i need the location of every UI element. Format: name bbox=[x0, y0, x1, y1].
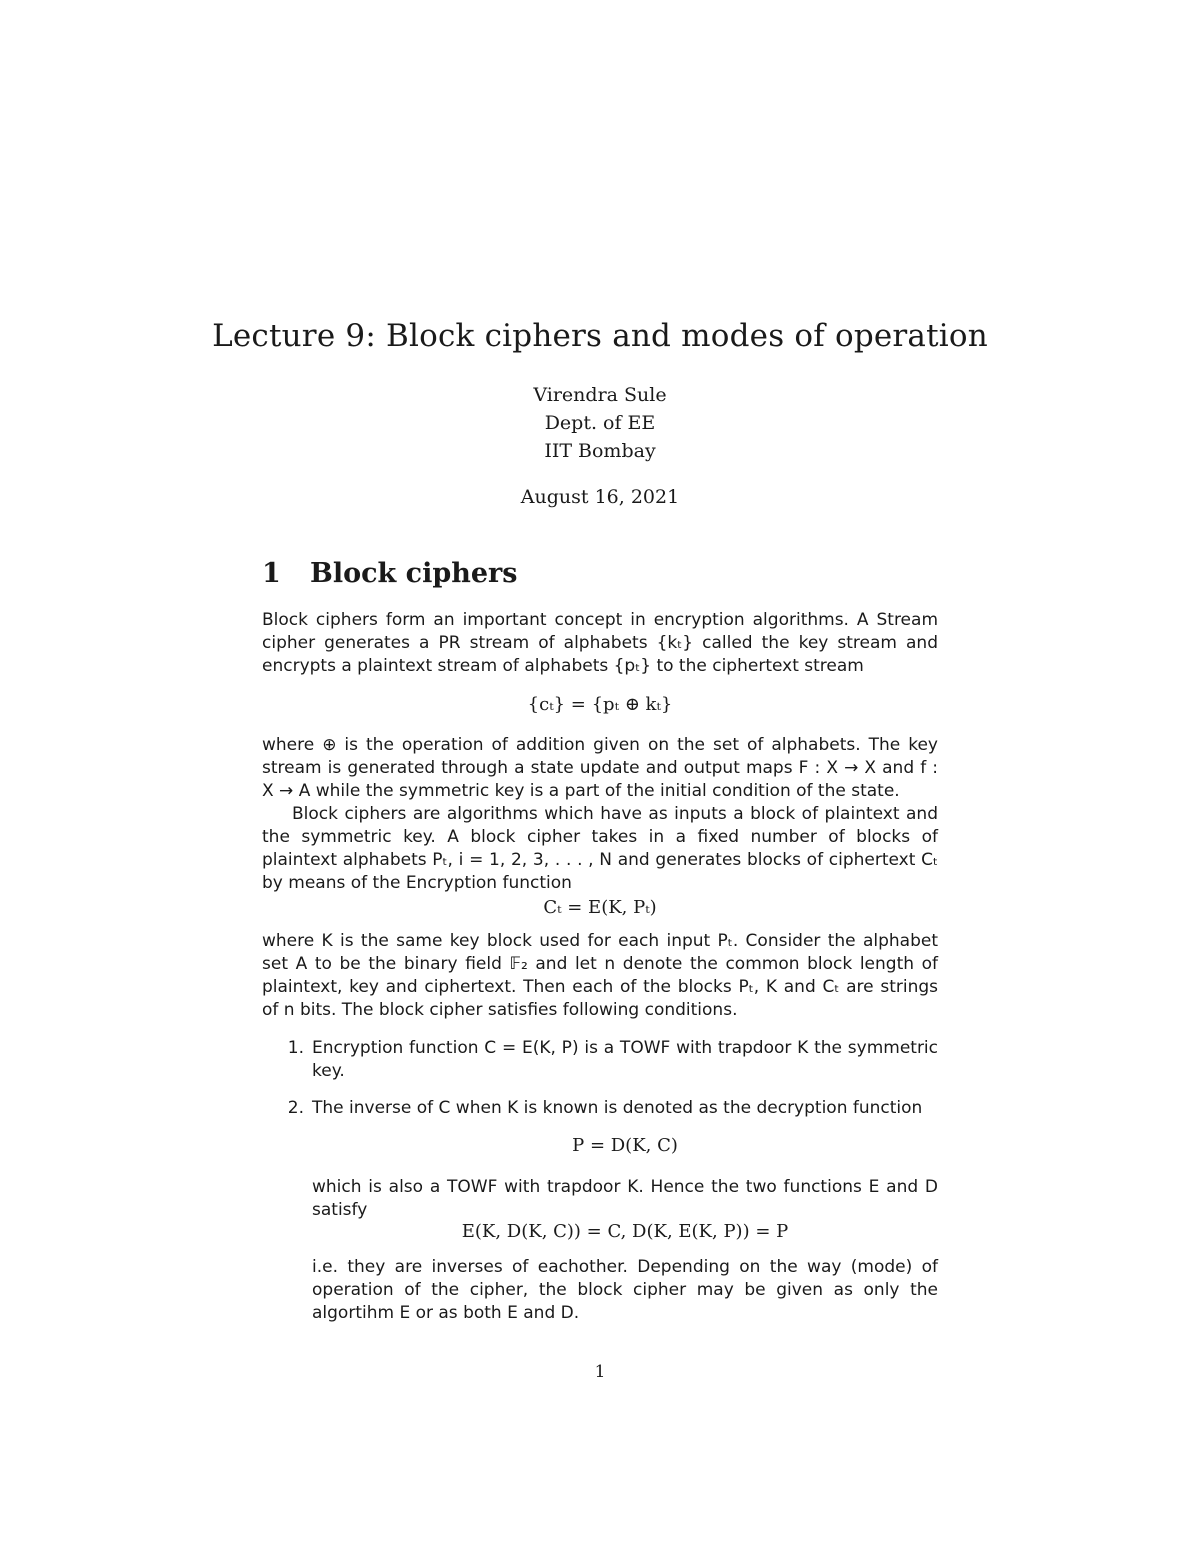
equation-encryption: Cₜ = E(K, Pₜ) bbox=[543, 897, 657, 918]
list-item bbox=[287, 1037, 938, 1083]
page-number: 1 bbox=[594, 1362, 606, 1382]
list-item-continuation: i.e. they are inverses of eachother. Depending on the way (mode) of operation of the cipher, the block cipher may be given as only the algortihm E or as both E and D. bbox=[312, 1257, 938, 1323]
paragraph-block-cipher: Block ciphers are algorithms which have as inputs a block of plaintext and the symmetric key. A block cipher takes in a fixed number of blocks of plaintext alphabets Pₜ, i = 1, 2, 3, . . . , N and generates blocks of ciphertext Cₜ by means of the Encryption function bbox=[262, 804, 938, 893]
paragraph-intro: Block ciphers form an important concept in encryption algorithms. A Stream cipher generates a PR stream of alphabets {kₜ} called the key stream and encrypts a plaintext stream of alphabets {pₜ} to the ciphertext stream bbox=[262, 610, 938, 676]
list-item-continuation: which is also a TOWF with trapdoor K. Hence the two functions E and D satisfy bbox=[312, 1177, 938, 1220]
author-name: Virendra Sule bbox=[533, 384, 667, 406]
paper-date: August 16, 2021 bbox=[520, 486, 680, 508]
paragraph-key-block: where K is the same key block used for each input Pₜ. Consider the alphabet set A to be the binary field 𝔽₂ and let n denote the common block length of plaintext, key and ciphertext. Then each of the blocks Pₜ, K and Cₜ are strings of n bits. The block cipher satisfies following conditions. bbox=[262, 931, 938, 1020]
list-number: 1. bbox=[287, 1038, 304, 1058]
paragraph-key-stream: where ⊕ is the operation of addition given on the set of alphabets. The key stream is generated through a state update and output maps F : X → X and f : X → A while the symmetric key is a part of the initial condition of the state. bbox=[262, 735, 938, 801]
section-title: Block ciphers bbox=[310, 558, 518, 589]
author-dept: Dept. of EE bbox=[544, 412, 656, 434]
section-number: 1 bbox=[262, 558, 281, 589]
section-heading bbox=[262, 558, 517, 589]
list-text: The inverse of C when K is known is denoted as the decryption function bbox=[312, 1098, 923, 1118]
equation-stream-cipher: {cₜ} = {pₜ ⊕ kₜ} bbox=[527, 694, 673, 715]
author-institute: IIT Bombay bbox=[544, 440, 656, 462]
list-item bbox=[287, 1097, 938, 1120]
equation-decryption: P = D(K, C) bbox=[572, 1135, 678, 1156]
paper-title: Lecture 9: Block ciphers and modes of operation bbox=[212, 318, 988, 354]
equation-inverse: E(K, D(K, C)) = C, D(K, E(K, P)) = P bbox=[461, 1221, 789, 1242]
list-number: 2. bbox=[287, 1098, 304, 1118]
list-text: Encryption function C = E(K, P) is a TOWF with trapdoor K the symmetric key. bbox=[312, 1038, 938, 1081]
